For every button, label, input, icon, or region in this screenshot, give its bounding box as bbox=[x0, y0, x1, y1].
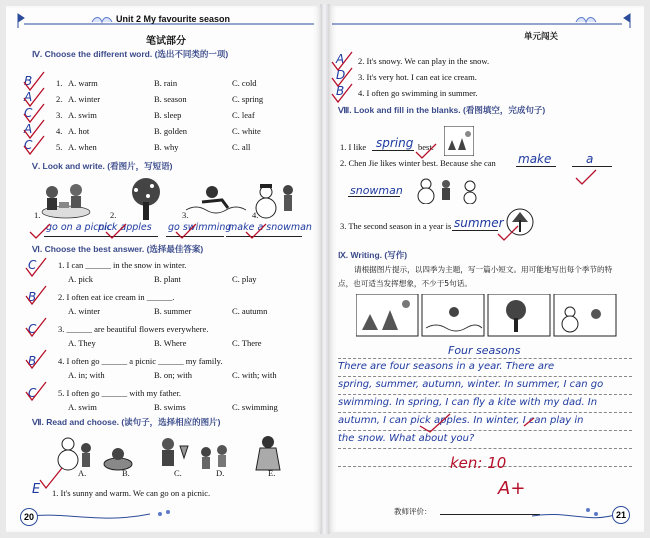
s8-q2-pre: 2. Chen Jie likes winter best. Because she can bbox=[340, 158, 496, 168]
s8-q1-line bbox=[372, 150, 414, 151]
s6-stem: 4. I often go ______ a picnic ______ my family. bbox=[58, 356, 223, 366]
swim-ring-picture bbox=[104, 448, 132, 470]
s6-answer: C bbox=[28, 386, 37, 400]
teacher-evaluation-line bbox=[440, 514, 540, 515]
section-8-title: Ⅷ. Look and fill in the blanks. (看图填空，完成句子) bbox=[338, 105, 546, 115]
composition-line: swimming. In spring, I can fly a kite with my dad. In bbox=[338, 397, 598, 408]
composition-title: Four seasons bbox=[448, 344, 521, 357]
s7-picture-label: E. bbox=[268, 468, 276, 478]
snowman-picture bbox=[256, 184, 293, 218]
s6-option-a: A. pick bbox=[68, 274, 94, 284]
section-7-item-1: 1. It's sunny and warm. We can go on a picnic. bbox=[52, 488, 211, 498]
s8-q2-answer1: make bbox=[518, 152, 552, 166]
s6-option-b: B. summer bbox=[154, 306, 192, 316]
right-page bbox=[328, 6, 644, 532]
playing-picture bbox=[201, 445, 227, 469]
section-title: 笔试部分 bbox=[146, 36, 186, 47]
page-number-left: 20 bbox=[20, 508, 38, 526]
s7-picture-label: C. bbox=[174, 468, 182, 478]
s4-option-a: A. warm bbox=[68, 78, 98, 88]
s4-answer: A bbox=[24, 122, 33, 136]
section-7-item-1-answer: E bbox=[32, 482, 41, 497]
s6-option-c: C. with; with bbox=[232, 370, 277, 380]
four-seasons-pictures bbox=[356, 294, 618, 338]
swimming-picture bbox=[186, 186, 246, 213]
s8-q3-answer: summer bbox=[454, 216, 504, 230]
s7-picture-label: A. bbox=[78, 468, 87, 478]
section-6-title: Ⅵ. Choose the best answer. (选择最佳答案) bbox=[32, 244, 204, 254]
s5-answer: go on a picnic bbox=[46, 222, 113, 233]
s6-option-b: B. on; with bbox=[154, 370, 193, 380]
writing-line bbox=[338, 430, 632, 431]
s6-option-b: B. Where bbox=[154, 338, 187, 348]
s4-number: 5. bbox=[56, 142, 63, 152]
writing-line bbox=[338, 376, 632, 377]
s6-option-a: A. in; with bbox=[68, 370, 105, 380]
s8-q2-line2 bbox=[572, 166, 612, 167]
section-4-title: Ⅳ. Choose the different word. (选出不同类的一项) bbox=[32, 49, 229, 59]
s6-answer: C bbox=[28, 322, 37, 336]
s6-answer: B bbox=[28, 290, 37, 304]
spring-picture bbox=[444, 126, 474, 156]
s4-number: 2. bbox=[56, 94, 63, 104]
s4-option-b: B. season bbox=[154, 94, 187, 104]
s5-label: 1. bbox=[34, 210, 41, 220]
s6-option-c: C. play bbox=[232, 274, 257, 284]
s5-answer-line bbox=[226, 236, 302, 237]
s5-answer-line bbox=[166, 236, 224, 237]
s6-answer: B bbox=[28, 354, 37, 368]
s4-option-b: B. golden bbox=[154, 126, 188, 136]
writing-line bbox=[338, 412, 632, 413]
left-page bbox=[6, 6, 322, 532]
s5-answer: go swimming bbox=[168, 222, 232, 233]
section-5-title: Ⅴ. Look and write. (看图片，写短语) bbox=[32, 161, 173, 171]
s5-answer-line bbox=[44, 236, 104, 237]
teacher-evaluation-label: 教师评价： bbox=[394, 507, 432, 516]
r7-item: 4. I often go swimming in summer. bbox=[358, 88, 478, 98]
r7-answer: A bbox=[336, 52, 345, 66]
s8-q3-line bbox=[452, 230, 498, 231]
s6-option-a: A. winter bbox=[68, 306, 101, 316]
s4-answer: C bbox=[24, 106, 33, 120]
s4-answer: C bbox=[24, 138, 33, 152]
s4-option-a: A. swim bbox=[68, 110, 97, 120]
s7-picture-label: D. bbox=[216, 468, 225, 478]
s4-answer: A bbox=[24, 90, 33, 104]
composition-line: spring, summer, autumn, winter. In summer, I can go bbox=[338, 379, 604, 390]
s4-option-a: A. when bbox=[68, 142, 97, 152]
s8-q3-pre: 3. The second season in a year is bbox=[340, 221, 452, 231]
s6-option-b: B. swims bbox=[154, 402, 186, 412]
writing-line bbox=[338, 448, 632, 449]
r7-answer: D bbox=[336, 68, 346, 82]
footer-decoration bbox=[10, 500, 310, 528]
s4-option-c: C. cold bbox=[232, 78, 257, 88]
r7-item: 3. It's very hot. I can eat ice cream. bbox=[358, 72, 477, 82]
apple-tree-picture bbox=[132, 178, 160, 220]
s8-q1-answer: spring bbox=[376, 136, 414, 150]
s5-answer: make a snowman bbox=[228, 222, 312, 233]
section-7-title: Ⅶ. Read and choose. (读句子，选择相应的图片) bbox=[32, 417, 221, 427]
s4-option-a: A. hot bbox=[68, 126, 90, 136]
section-5-pictures bbox=[36, 176, 306, 224]
s5-answer-line bbox=[96, 236, 158, 237]
summer-picture bbox=[504, 206, 536, 240]
s4-option-b: B. sleep bbox=[154, 110, 182, 120]
s6-stem: 1. I can ______ in the snow in winter. bbox=[58, 260, 187, 270]
s5-answer: pick apples bbox=[98, 222, 152, 233]
composition-line: autumn, I can pick apples. In winter, I can play in bbox=[338, 415, 584, 426]
composition-line: the snow. What about you? bbox=[338, 433, 475, 444]
s6-option-c: C. swimming bbox=[232, 402, 278, 412]
header-decoration-right bbox=[332, 10, 638, 36]
s9-instruction-2: 点，也可适当发挥想象，不少于5句话。 bbox=[338, 279, 472, 288]
s4-answer: B bbox=[24, 74, 33, 88]
score-note: ken: 10 bbox=[450, 454, 507, 472]
s4-option-b: B. rain bbox=[154, 78, 178, 88]
s6-answer: C bbox=[28, 258, 37, 272]
right-header: 单元闯关 bbox=[524, 31, 559, 41]
s4-number: 3. bbox=[56, 110, 63, 120]
r7-answer: B bbox=[336, 84, 345, 98]
ice-cream-picture bbox=[162, 438, 188, 466]
s6-option-b: B. plant bbox=[154, 274, 181, 284]
s6-stem: 5. I often go ______ with my father. bbox=[58, 388, 181, 398]
s8-q1-pre: 1. I like bbox=[340, 142, 367, 152]
s4-number: 1. bbox=[56, 78, 63, 88]
snow-play-picture bbox=[58, 438, 91, 470]
s9-instruction-1: 请根据图片提示，以四季为主题，写一篇小短文。用可能地写出每个季节的特 bbox=[354, 265, 613, 274]
s8-q2-answer2: a bbox=[586, 152, 594, 166]
s5-label: 4. bbox=[252, 210, 259, 220]
s4-option-c: C. leaf bbox=[232, 110, 255, 120]
s4-option-a: A. winter bbox=[68, 94, 101, 104]
writing-line bbox=[338, 358, 632, 359]
r7-item: 2. It's snowy. We can play in the snow. bbox=[358, 56, 490, 66]
s6-option-c: C. There bbox=[232, 338, 262, 348]
s6-option-c: C. autumn bbox=[232, 306, 268, 316]
s8-q2-line1 bbox=[516, 166, 556, 167]
s8-q2-answer3: snowman bbox=[350, 184, 403, 197]
grade-mark: A+ bbox=[498, 478, 526, 499]
s4-option-c: C. spring bbox=[232, 94, 264, 104]
s5-label: 2. bbox=[110, 210, 117, 220]
s6-option-a: A. swim bbox=[68, 402, 97, 412]
s6-stem: 3. ______ are beautiful flowers everywhere. bbox=[58, 324, 209, 334]
unit-header: Unit 2 My favourite season bbox=[116, 14, 231, 24]
s6-stem: 2. I often eat ice cream in ______. bbox=[58, 292, 175, 302]
s4-option-c: C. all bbox=[232, 142, 251, 152]
s6-option-a: A. They bbox=[68, 338, 96, 348]
s8-q1-post: best. bbox=[418, 142, 434, 152]
s4-option-b: B. why bbox=[154, 142, 179, 152]
s7-picture-label: B. bbox=[122, 468, 130, 478]
writing-line bbox=[338, 394, 632, 395]
composition-line: There are four seasons in a year. There are bbox=[338, 361, 555, 372]
section-9-title: Ⅸ. Writing. (写作) bbox=[338, 250, 408, 260]
page-number-right: 21 bbox=[612, 506, 630, 524]
s4-number: 4. bbox=[56, 126, 63, 136]
snowman-picture-2 bbox=[412, 174, 492, 204]
s5-label: 3. bbox=[182, 210, 189, 220]
s4-option-c: C. white bbox=[232, 126, 261, 136]
picnic-girl-picture bbox=[256, 436, 280, 470]
picnic-picture bbox=[42, 184, 90, 218]
